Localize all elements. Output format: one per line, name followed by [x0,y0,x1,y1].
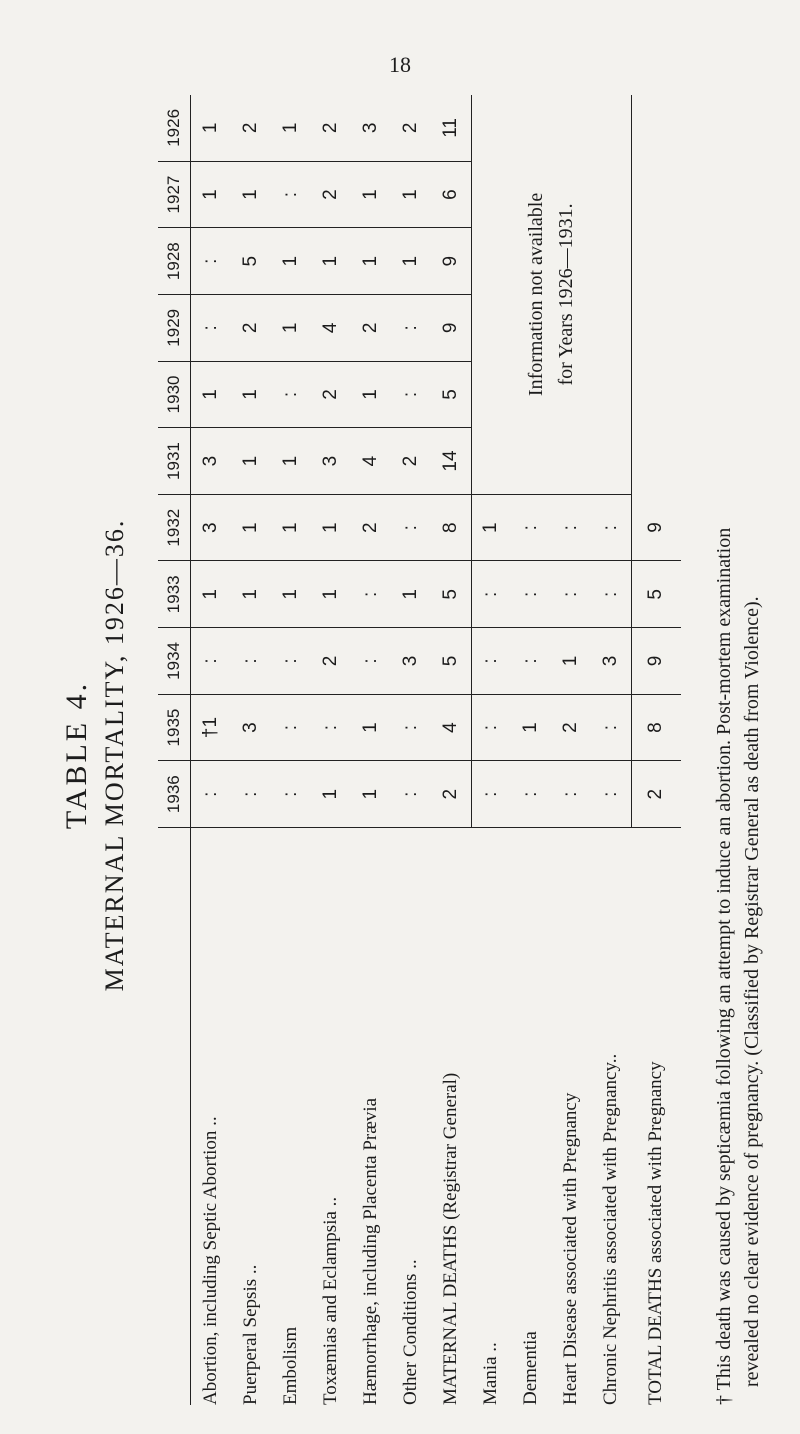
cell: 2 [311,95,351,161]
year-header: 1933 [158,561,191,628]
cell: : [471,694,511,761]
cell: : [591,694,631,761]
cell: 1 [391,228,431,295]
cell: 1 [191,361,232,428]
footnote-line1: † This death was caused by septicæmia following an attempt to induce an abortion. Post-mortem examination [713,527,735,1405]
cell: 1 [471,494,511,561]
cell: 1 [351,161,391,228]
row-label: MATERNAL DEATHS (Registrar General) [440,1072,461,1405]
table-row [231,95,271,1405]
year-header: 1926 [158,95,191,161]
cell: †1 [191,694,232,761]
cell: 1 [311,228,351,295]
cell: 9 [431,294,471,361]
year-header: 1931 [158,428,191,495]
cell: : [271,161,311,228]
cell: : [311,694,351,761]
cell: 2 [311,361,351,428]
cell: 3 [311,428,351,495]
year-header: 1930 [158,361,191,428]
maternal-mortality-table [158,95,681,1405]
cell: 8 [431,494,471,561]
year-header: 1928 [158,228,191,295]
year-header: 1932 [158,494,191,561]
cell: : [551,494,591,561]
cell: 3 [191,494,232,561]
row-label: Toxæmias and Eclampsia .. [320,1196,341,1405]
cell: : [191,628,232,695]
footnote [710,85,766,1405]
cell: : [591,761,631,828]
cell: 1 [191,95,232,161]
table-title: MATERNAL MORTALITY, 1926—36. [100,518,129,992]
rotated-page-content [60,75,780,1405]
cell: : [511,561,551,628]
table-row [271,95,311,1405]
cell: 1 [271,294,311,361]
cell: 1 [231,161,271,228]
row-label: Puerperal Sepsis .. [240,1264,261,1405]
year-header: 1934 [158,628,191,695]
cell: 14 [431,428,471,495]
cell: 3 [351,95,391,161]
cell: 6 [431,161,471,228]
cell: 1 [271,95,311,161]
cell: 1 [231,494,271,561]
cell: : [591,561,631,628]
cell: 1 [311,561,351,628]
cell: 5 [631,561,681,628]
cell: : [391,761,431,828]
cell: 1 [311,761,351,828]
cell: 5 [431,628,471,695]
cell: 1 [351,361,391,428]
cell: 1 [271,561,311,628]
row-label: Hæmorrhage, including Placenta Prævia [360,1097,381,1405]
cell: 2 [231,294,271,361]
maternal-deaths-row [431,95,471,1405]
table-label: TABLE 4. [60,680,93,830]
total-deaths-row [631,95,681,1405]
cell: 1 [231,428,271,495]
page-number: 18 [389,52,411,77]
footnote-line2: revealed no clear evidence of pregnancy. (Classified by Registrar General as death from Violence). [741,596,763,1387]
cell: 2 [311,628,351,695]
cell: : [471,761,511,828]
cell: 2 [631,761,681,828]
cell: 1 [231,561,271,628]
cell: 1 [511,694,551,761]
cell: 2 [231,95,271,161]
table-row [191,95,232,1405]
year-header: 1935 [158,694,191,761]
cell: : [391,361,431,428]
cell: 2 [551,694,591,761]
row-label: Abortion, including Septic Abortion .. [200,1116,221,1405]
cell: : [231,628,271,695]
table-row [391,95,431,1405]
cell: 5 [431,361,471,428]
cell: : [511,628,551,695]
cell: 2 [351,294,391,361]
cell: : [271,628,311,695]
cell: : [271,761,311,828]
row-label: Dementia [520,1331,541,1405]
row-label: TOTAL DEATHS associated with Pregnancy [645,1061,666,1405]
cell: 2 [391,95,431,161]
year-header: 1936 [158,761,191,828]
table-row [351,95,391,1405]
cell: : [351,561,391,628]
cell: 11 [431,95,471,161]
not-available-line1: Information not available [525,192,547,397]
cell: : [351,628,391,695]
empty-cell [631,95,681,494]
cell: 3 [231,694,271,761]
cell: 3 [591,628,631,695]
row-label: Chronic Nephritis associated with Pregnancy.. [600,1053,621,1405]
cell: 1 [351,694,391,761]
cell: 5 [231,228,271,295]
cell: : [511,494,551,561]
cell: 1 [311,494,351,561]
cell: 1 [391,161,431,228]
cell: : [271,694,311,761]
cell: : [591,494,631,561]
cell: 9 [631,494,681,561]
year-header: 1927 [158,161,191,228]
cell: : [191,228,232,295]
cell: 4 [351,428,391,495]
cell: 1 [191,561,232,628]
not-available-note [471,95,631,494]
cell: : [191,761,232,828]
table-row [311,95,351,1405]
table-row [471,95,511,1405]
header-label-cell [158,827,191,1405]
cell: 1 [551,628,591,695]
cell: 3 [391,628,431,695]
cell: : [231,761,271,828]
cell: 1 [351,228,391,295]
row-label: Mania .. [480,1342,501,1405]
not-available-line2: for Years 1926—1931. [555,203,577,386]
cell: : [551,561,591,628]
year-header: 1929 [158,294,191,361]
cell: : [511,761,551,828]
cell: 3 [191,428,232,495]
cell: 1 [231,361,271,428]
cell: 8 [631,694,681,761]
cell: : [391,494,431,561]
cell: 2 [391,428,431,495]
cell: 1 [351,761,391,828]
cell: 2 [311,161,351,228]
row-label: Heart Disease associated with Pregnancy [560,1092,581,1405]
cell: 2 [351,494,391,561]
cell: : [391,694,431,761]
cell: 1 [271,228,311,295]
cell: : [471,628,511,695]
cell: : [391,294,431,361]
cell: 9 [431,228,471,295]
row-label: Embolism [280,1326,301,1405]
cell: : [551,761,591,828]
cell: 2 [431,761,471,828]
cell: : [271,361,311,428]
cell: 5 [431,561,471,628]
cell: 1 [191,161,232,228]
cell: 4 [311,294,351,361]
cell: 1 [271,428,311,495]
cell: 1 [271,494,311,561]
header-row [158,95,191,1405]
cell: 9 [631,628,681,695]
cell: 1 [391,561,431,628]
cell: 4 [431,694,471,761]
cell: : [471,561,511,628]
row-label: Other Conditions .. [400,1259,421,1405]
cell: : [191,294,232,361]
